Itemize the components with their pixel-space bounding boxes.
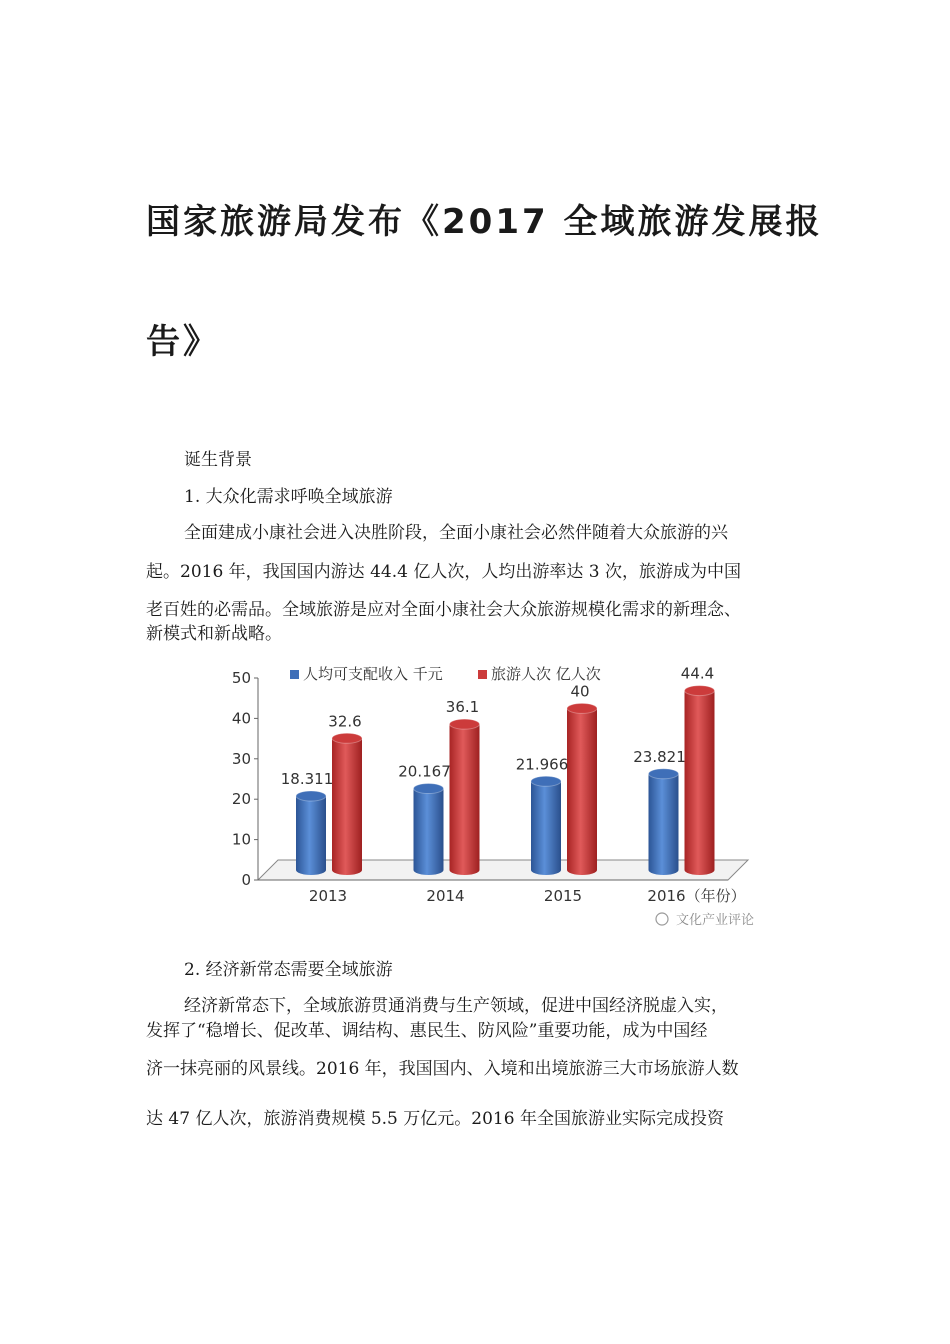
data-label: 21.966	[515, 755, 569, 774]
paragraph-1-line-2: 起。2016 年，我国国内游达 44.4 亿人次，人均出游率达 3 次，旅游成为中国	[146, 562, 741, 582]
bar-top	[414, 784, 444, 794]
bar	[332, 738, 362, 870]
bar-top	[296, 791, 326, 801]
bar-base	[450, 865, 480, 875]
bar-top	[649, 769, 679, 779]
data-label: 32.6	[328, 712, 362, 731]
bar	[685, 691, 715, 870]
legend-swatch	[290, 670, 299, 679]
bar-chart	[228, 660, 768, 938]
y-tick-label: 40	[231, 709, 251, 728]
bar-base	[296, 865, 326, 875]
subheading-1: 1. 大众化需求呼唤全域旅游	[184, 487, 393, 507]
bar-base	[531, 865, 561, 875]
bar	[567, 708, 597, 870]
legend-label: 人均可支配收入 千元	[303, 665, 443, 683]
bar	[414, 789, 444, 870]
paragraph-1-line-1: 全面建成小康社会进入决胜阶段，全面小康社会必然伴随着大众旅游的兴	[184, 523, 728, 543]
bar-base	[649, 865, 679, 875]
page-title-line1: 国家旅游局发布《2017 全域旅游发展报	[146, 202, 823, 242]
paragraph-1-line-4: 新模式和新战略。	[146, 624, 282, 644]
bar	[649, 774, 679, 870]
y-tick-label: 20	[231, 790, 251, 809]
x-tick-label: 2015	[543, 887, 583, 905]
data-label: 44.4	[680, 664, 715, 683]
y-tick-label: 50	[231, 669, 251, 687]
bar-base	[332, 865, 362, 875]
watermark-icon	[656, 913, 668, 925]
data-label: 20.167	[398, 762, 451, 781]
bar-top	[567, 703, 597, 713]
subheading-2: 2. 经济新常态需要全域旅游	[184, 960, 393, 980]
bar-base	[567, 865, 597, 875]
watermark-text: 文化产业评论	[676, 913, 755, 928]
paragraph-2-line-2: 发挥了“稳增长、促改革、调结构、惠民生、防风险”重要功能，成为中国经	[146, 1021, 708, 1041]
data-label: 40	[570, 682, 590, 701]
bar	[531, 781, 561, 870]
paragraph-1-line-3: 老百姓的必需品。全域旅游是应对全面小康社会大众旅游规模化需求的新理念、	[146, 600, 741, 620]
bar-top	[450, 719, 480, 729]
bar-top	[685, 686, 715, 696]
bar-base	[414, 865, 444, 875]
y-tick-label: 30	[231, 749, 251, 768]
x-tick-label: 2016（年份）	[647, 887, 746, 905]
bar	[450, 724, 480, 870]
data-label: 36.1	[445, 698, 480, 717]
x-tick-label: 2013	[308, 887, 348, 905]
bar-top	[332, 733, 362, 743]
paragraph-2-line-3: 济一抹亮丽的风景线。2016 年，我国国内、入境和出境旅游三大市场旅游人数	[146, 1059, 739, 1079]
paragraph-2-line-4: 达 47 亿人次，旅游消费规模 5.5 万亿元。2016 年全国旅游业实际完成投资	[146, 1109, 724, 1129]
legend-label: 旅游人次 亿人次	[491, 665, 601, 683]
section-heading: 诞生背景	[184, 450, 252, 470]
data-label: 23.821	[633, 747, 686, 766]
bar-chart-svg	[228, 660, 768, 938]
bar-base	[685, 865, 715, 875]
x-tick-label: 2014	[426, 887, 465, 905]
bar	[296, 796, 326, 870]
bar-top	[531, 776, 561, 786]
paragraph-2-line-1: 经济新常态下，全域旅游贯通消费与生产领域，促进中国经济脱虚入实，	[184, 996, 728, 1016]
y-tick-label: 10	[231, 830, 251, 849]
page-title-line2: 告》	[146, 322, 220, 362]
data-label: 18.311	[280, 770, 334, 789]
legend-swatch	[478, 670, 487, 679]
y-tick-label: 0	[241, 871, 251, 889]
